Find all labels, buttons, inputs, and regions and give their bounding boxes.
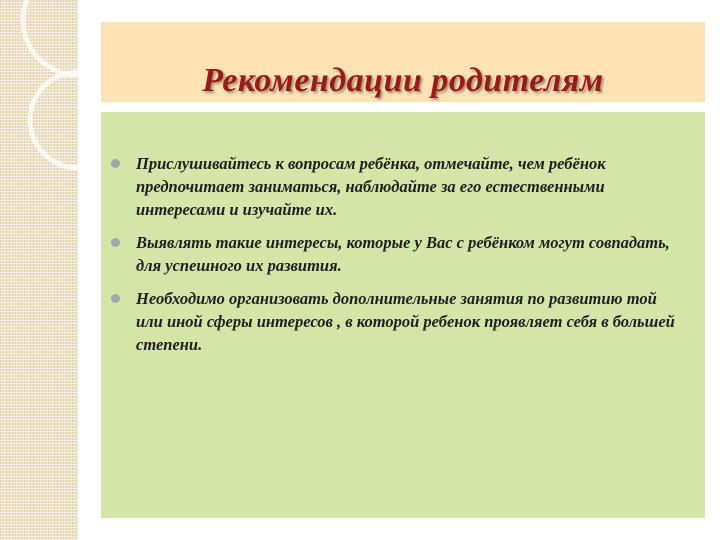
- circle-bullet-icon: [111, 159, 120, 168]
- bullet-text: Прислушивайтесь к вопросам ребёнка, отмечайте, чем ребёнок предпочитает заниматься, наблюдайте за его естественными интересами и изучайте их.: [136, 154, 606, 219]
- rings-decoration: [0, 0, 78, 540]
- title-banner: [101, 22, 705, 102]
- slide-title: Рекомендации родителям: [202, 62, 604, 99]
- circle-bullet-icon: [111, 294, 120, 303]
- bullet-item: [101, 231, 705, 277]
- bullet-text: Необходимо организовать дополнительные занятия по развитию той или иной сферы интересов , в которой ребенок проявляет себя в большей степени.: [136, 289, 675, 354]
- circle-bullet-icon: [111, 238, 120, 247]
- bullet-item: [101, 152, 705, 221]
- bullet-text: Выявлять такие интересы, которые у Вас с ребёнком могут совпадать, для успешного их развития.: [136, 233, 670, 275]
- bullet-item: [101, 287, 705, 356]
- left-decorative-strip: [0, 0, 78, 540]
- bullet-list: [101, 152, 705, 366]
- content-panel: [101, 112, 705, 518]
